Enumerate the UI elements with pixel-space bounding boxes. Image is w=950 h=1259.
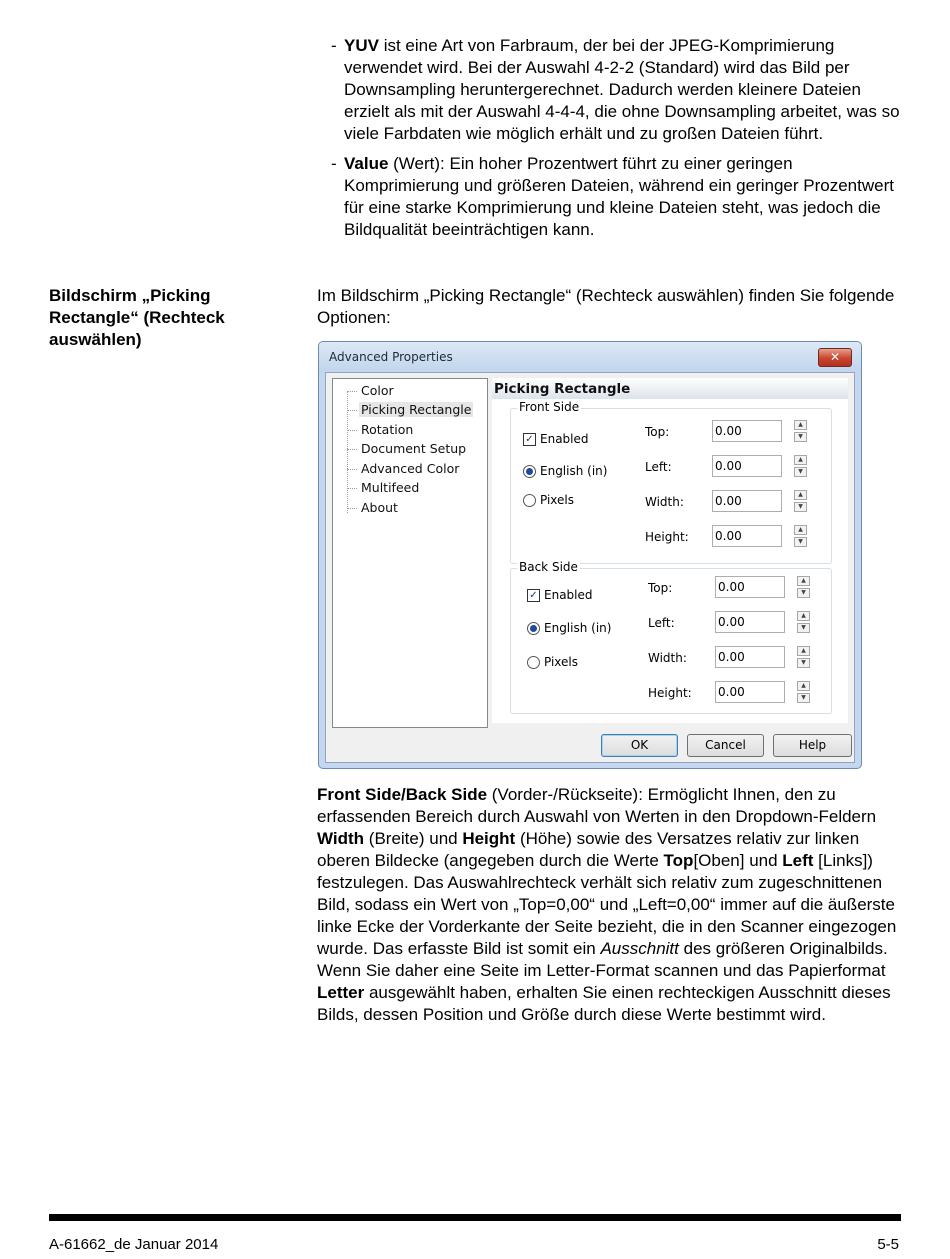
front-width-label: Width: — [645, 495, 684, 509]
bullet-list — [331, 35, 906, 249]
front-top-input[interactable]: 0.00 — [712, 420, 782, 442]
front-enabled-label: Enabled — [540, 432, 589, 446]
spin-up-icon[interactable]: ▲ — [794, 455, 807, 465]
spin-down-icon[interactable]: ▼ — [797, 588, 810, 598]
front-english-radio[interactable] — [523, 465, 536, 478]
front-top-spinner[interactable] — [794, 420, 807, 443]
spin-up-icon[interactable]: ▲ — [797, 681, 810, 691]
term-width: Width — [317, 829, 365, 848]
dialog-title: Advanced Properties — [329, 350, 453, 364]
bullet-term: Value — [344, 154, 389, 173]
back-side-group — [510, 560, 832, 714]
back-height-label: Height: — [648, 686, 692, 700]
picking-rectangle-panel — [492, 378, 848, 723]
tree-item-rotation[interactable]: Rotation — [361, 422, 414, 437]
cancel-button[interactable]: Cancel — [687, 734, 764, 757]
back-top-label: Top: — [648, 581, 673, 595]
panel-header — [492, 378, 848, 399]
back-pixels-label: Pixels — [544, 655, 579, 669]
back-enabled-checkbox[interactable]: ✓ — [527, 589, 540, 602]
spin-up-icon[interactable]: ▲ — [797, 576, 810, 586]
dialog-client — [325, 372, 855, 763]
back-height-spinner[interactable] — [797, 681, 810, 704]
front-width-input[interactable]: 0.00 — [712, 490, 782, 512]
bullet-dash: - — [331, 154, 337, 173]
ok-button[interactable]: OK — [601, 734, 678, 757]
back-top-input[interactable]: 0.00 — [715, 576, 785, 598]
spin-down-icon[interactable]: ▼ — [794, 432, 807, 442]
footer-doc-id: A-61662_de Januar 2014 — [49, 1236, 219, 1253]
text-segment: (Breite) und — [364, 829, 463, 848]
bullet-dash: - — [331, 36, 337, 55]
bullet-term: YUV — [344, 36, 379, 55]
spin-down-icon[interactable]: ▼ — [797, 658, 810, 668]
section-intro: Im Bildschirm „Picking Rectangle“ (Rechteck auswählen) finden Sie folgende Optionen: — [317, 286, 895, 327]
bullet-yuv — [331, 35, 906, 145]
back-top-spinner[interactable] — [797, 576, 810, 599]
bullet-text: ist eine Art von Farbraum, der bei der JPEG-Komprimierung verwendet wird. Bei der Auswahl 4-2-2 (Standard) wird das Bild per Downsampling heruntergerechnet. Dadurch werden kleinere Dateien erzielt als mit der Auswahl 4-4-4, die ohne Downsampling arbeitet, was so viele Farbdaten wie möglich erhält und zu großen Dateien führt. — [344, 36, 900, 143]
back-pixels-radio[interactable] — [527, 656, 540, 669]
text-segment: ausgewählt haben, erhalten Sie einen rechteckigen Ausschnitt dieses Bilds, dessen Position und Größe durch diese Werte bestimmt wird. — [317, 983, 891, 1024]
spin-up-icon[interactable]: ▲ — [794, 490, 807, 500]
front-left-spinner[interactable] — [794, 455, 807, 478]
back-width-label: Width: — [648, 651, 687, 665]
back-english-radio[interactable] — [527, 622, 540, 635]
tree-item-advanced-color[interactable]: Advanced Color — [361, 461, 460, 476]
close-button[interactable]: ✕ — [818, 348, 852, 367]
back-left-label: Left: — [648, 616, 675, 630]
tree-item-multifeed[interactable]: Multifeed — [361, 480, 420, 495]
spin-down-icon[interactable]: ▼ — [797, 693, 810, 703]
footer-page-number: 5-5 — [877, 1236, 899, 1253]
text-segment: (Höhe) sowie des Versatzes relativ zur linken oberen Bildecke (angegeben durch die Werte — [317, 829, 860, 870]
tree-item-picking-rectangle[interactable]: Picking Rectangle — [361, 402, 472, 417]
advanced-properties-dialog — [318, 341, 862, 769]
bullet-text: (Wert): Ein hoher Prozentwert führt zu einer geringen Komprimierung und größeren Dateien, während ein geringer Prozentwert für eine starke Komprimierung und kleine Dateien steht, was jedoch die Bildqualität beeinträchtigen kann. — [344, 154, 894, 239]
front-left-label: Left: — [645, 460, 672, 474]
tree-tick — [347, 449, 357, 450]
tree-tick — [347, 410, 357, 411]
back-left-input[interactable]: 0.00 — [715, 611, 785, 633]
tree-tick — [347, 469, 357, 470]
term-ausschnitt: Ausschnitt — [600, 939, 679, 958]
back-left-spinner[interactable] — [797, 611, 810, 634]
front-side-group — [510, 400, 832, 564]
section-heading: Bildschirm „Picking Rectangle“ (Rechteck auswählen) — [49, 286, 225, 349]
term-front-back-side: Front Side/Back Side — [317, 785, 488, 804]
tree-item-about[interactable]: About — [361, 500, 398, 515]
term-letter: Letter — [317, 983, 365, 1002]
footer-rule — [49, 1214, 901, 1221]
text-segment: [Links]) festzulegen. Das Auswahlrechteck verhält sich relativ zum zugeschnittenen Bild, sodass ein Wert von „Top=0,00“ und „Left=0,00“ immer auf die äußerste linke Ecke der Vorderkante der Seite bezieht, die in den Scanner eingezogen wurde. Das erfasste Bild ist somit ein — [317, 851, 897, 958]
text-segment: (Vorder-/Rückseite): Ermöglicht Ihnen, den zu erfassenden Bereich durch Auswahl von Werten in den Dropdown-Feldern — [317, 785, 877, 826]
back-side-label: Back Side — [519, 560, 578, 574]
front-english-label: English (in) — [540, 464, 608, 478]
term-top: Top — [663, 851, 694, 870]
tree-tick — [347, 430, 357, 431]
spin-up-icon[interactable]: ▲ — [797, 646, 810, 656]
spin-up-icon[interactable]: ▲ — [797, 611, 810, 621]
spin-down-icon[interactable]: ▼ — [794, 537, 807, 547]
description-paragraph — [317, 784, 912, 1026]
bullet-value — [331, 153, 906, 241]
dialog-titlebar — [319, 342, 861, 372]
tree-item-color[interactable]: Color — [361, 383, 394, 398]
back-width-input[interactable]: 0.00 — [715, 646, 785, 668]
help-button[interactable]: Help — [773, 734, 852, 757]
front-height-input[interactable]: 0.00 — [712, 525, 782, 547]
front-pixels-label: Pixels — [540, 493, 575, 507]
term-left: Left — [782, 851, 814, 870]
settings-tree — [332, 378, 488, 728]
term-height: Height — [462, 829, 516, 848]
tree-tick — [347, 391, 357, 392]
tree-tick — [347, 488, 357, 489]
front-height-label: Height: — [645, 530, 689, 544]
front-height-spinner[interactable] — [794, 525, 807, 548]
front-left-input[interactable]: 0.00 — [712, 455, 782, 477]
tree-tick — [347, 508, 357, 509]
text-segment: des größeren Originalbilds. Wenn Sie daher eine Seite im Letter-Format scannen und das Papierformat — [317, 939, 888, 980]
spin-down-icon[interactable]: ▼ — [797, 623, 810, 633]
text-segment: [Oben] und — [693, 851, 783, 870]
back-height-input[interactable]: 0.00 — [715, 681, 785, 703]
back-english-label: English (in) — [544, 621, 612, 635]
tree-item-document-setup[interactable]: Document Setup — [361, 441, 467, 456]
back-enabled-label: Enabled — [544, 588, 593, 602]
front-width-spinner[interactable] — [794, 490, 807, 513]
panel-title: Picking Rectangle — [494, 381, 631, 397]
spin-down-icon[interactable]: ▼ — [794, 502, 807, 512]
front-top-label: Top: — [645, 425, 670, 439]
front-side-label: Front Side — [519, 400, 580, 414]
spin-down-icon[interactable]: ▼ — [794, 467, 807, 477]
back-width-spinner[interactable] — [797, 646, 810, 669]
front-pixels-radio[interactable] — [523, 494, 536, 507]
front-enabled-checkbox[interactable]: ✓ — [523, 433, 536, 446]
spin-up-icon[interactable]: ▲ — [794, 420, 807, 430]
spin-up-icon[interactable]: ▲ — [794, 525, 807, 535]
